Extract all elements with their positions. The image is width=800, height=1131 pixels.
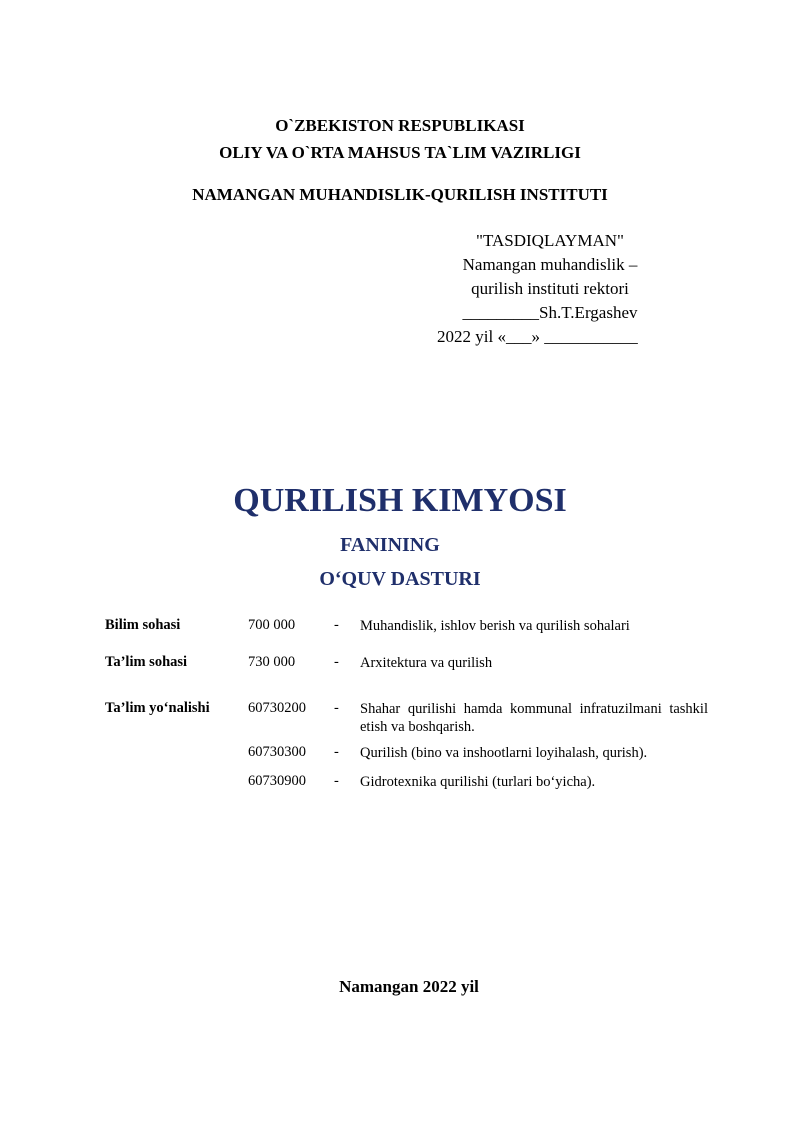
- info-code: 60730300: [248, 744, 306, 760]
- info-dash: -: [334, 744, 339, 760]
- info-dash: -: [334, 654, 339, 670]
- approval-block: [400, 229, 700, 349]
- ministry-name: OLIY VA O`RTA MAHSUS TA`LIM VAZIRLIGI: [219, 143, 581, 162]
- approval-signature: _________Sh.T.Ergashev: [462, 303, 638, 322]
- document-title: QURILISH KIMYOSI: [233, 482, 567, 519]
- document-subtitle-2: O‘QUV DASTURI: [319, 568, 481, 590]
- footer-place-year: Namangan 2022 yil: [339, 977, 479, 996]
- info-code: 60730200: [248, 700, 306, 716]
- info-code: 60730900: [248, 773, 306, 789]
- institute-name: NAMANGAN MUHANDISLIK-QURILISH INSTITUTI: [192, 185, 608, 204]
- document-subtitle-1: FANINING: [340, 534, 440, 556]
- info-dash: -: [334, 700, 339, 716]
- info-label: Ta’lim sohasi: [105, 654, 188, 670]
- info-desc: Qurilish (bino va inshootlarni loyihalash, qurish).: [360, 745, 648, 761]
- approval-line-2: qurilish instituti rektori: [471, 279, 629, 298]
- info-desc: Shahar qurilishi hamda kommunal infratuzilmani tashkil etish va boshqarish.: [360, 701, 708, 735]
- info-dash: -: [334, 773, 339, 789]
- info-label: Bilim sohasi: [105, 617, 181, 633]
- approval-line-1: Namangan muhandislik –: [462, 255, 638, 274]
- info-dash: -: [334, 617, 339, 633]
- info-desc: Arxitektura va qurilish: [360, 655, 493, 671]
- approval-date: 2022 yil «___» ___________: [437, 327, 638, 346]
- info-code: 700 000: [248, 617, 296, 633]
- info-code: 730 000: [248, 654, 296, 670]
- approval-title: "TASDIQLAYMAN": [476, 231, 624, 250]
- info-label: Ta’lim yo‘nalishi: [105, 700, 210, 716]
- info-desc: Muhandislik, ishlov berish va qurilish sohalari: [360, 618, 630, 634]
- info-desc: Gidrotexnika qurilishi (turlari bo‘yicha).: [360, 774, 596, 790]
- ministry-country: O`ZBEKISTON RESPUBLIKASI: [275, 116, 525, 135]
